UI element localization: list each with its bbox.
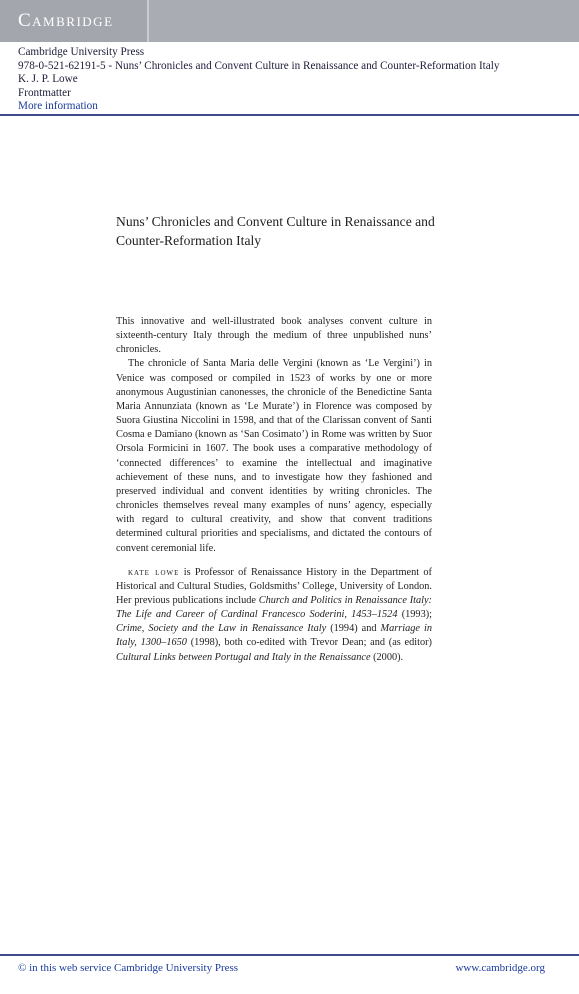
blurb-paragraph-1: This innovative and well-illustrated book analyses convent culture in sixteenth-century Italy through the medium of three unpublished nuns’ chronicles. (116, 316, 432, 356)
blurb-paragraph-2: The chronicle of Santa Maria delle Vergini (known as ‘Le Vergini’) in Venice was composed or compiled in 1523 of works by one or more anonymous Augustinian canonesses, the chronicle of the Benedictine Santa Maria Annunziata (known as ‘Le Murate’) in Florence was composed by Suora Giustina Niccolini in 1598, and that of the Clarissan convent of Santi Cosma e Damiano (known as ‘San Cosimato’) in Rome was written by Suor Orsola Formicini in 1607. The book uses a comparative methodology of ‘connected differences’ to examine the intellectual and imaginative achievement of these nuns, and to investigate how they fashioned and preserved individual and convent identities by writing chronicles. The chronicles themselves reveal many examples of nuns’ agency, especially with regard to cultural creativity, and show that convent traditions determined cultural priorities and specialisms, and dictated the contours of convent ceremonial life. (116, 358, 432, 554)
author-bio: kate lowe is Professor of Renaissance History in the Department of Historical and Cultural Studies, Goldsmiths’ College, University of London. Her previous publications include Church and Politics in Renaissance Italy: The Life and Career of Cardinal Francesco Soderini, 1453–1524 (1993); Crime, Society and the Law in Renaissance Italy (1994) and Marriage in Italy, 1300–1650 (1998), both co-edited with Trevor Dean; and (as editor) Cultural Links between Portugal and Italy in the Renaissance (2000). (116, 566, 433, 663)
blurb-text (116, 315, 432, 665)
footer-divider (0, 954, 579, 956)
author-line: K. J. P. Lowe (18, 73, 78, 86)
cambridge-logo[interactable]: Cambridge (18, 10, 114, 31)
book-ref-1: Church and Politics in Renaissance Italy: The Life and Career of Cardinal Francesco Soderini, 1453–1524 (116, 594, 432, 621)
section-line: Frontmatter (18, 86, 71, 99)
author-name: kate lowe (128, 566, 180, 578)
more-information-link[interactable]: More information (18, 100, 98, 113)
website-link[interactable]: www.cambridge.org (455, 962, 545, 974)
publisher-line: Cambridge University Press (18, 46, 145, 58)
book-ref-4: Cultural Links between Portugal and Italy in the Renaissance (116, 651, 371, 663)
header-bar (0, 0, 579, 42)
book-title: Nuns’ Chronicles and Convent Culture in Renaissance and Counter-Reformation Italy (116, 214, 435, 248)
logo-box (0, 0, 149, 42)
isbn-line: 978-0-521-62191-5 - Nuns’ Chronicles and Convent Culture in Renaissance and Counter-Reformation Italy (18, 59, 500, 72)
book-ref-2: Crime, Society and the Law in Renaissance Italy (116, 623, 327, 635)
copyright-link[interactable]: © in this web service Cambridge University Press (18, 962, 239, 974)
book-metadata (18, 46, 499, 114)
book-ref-3: Marriage in Italy, 1300–1650 (116, 623, 432, 649)
header-divider (0, 114, 579, 116)
